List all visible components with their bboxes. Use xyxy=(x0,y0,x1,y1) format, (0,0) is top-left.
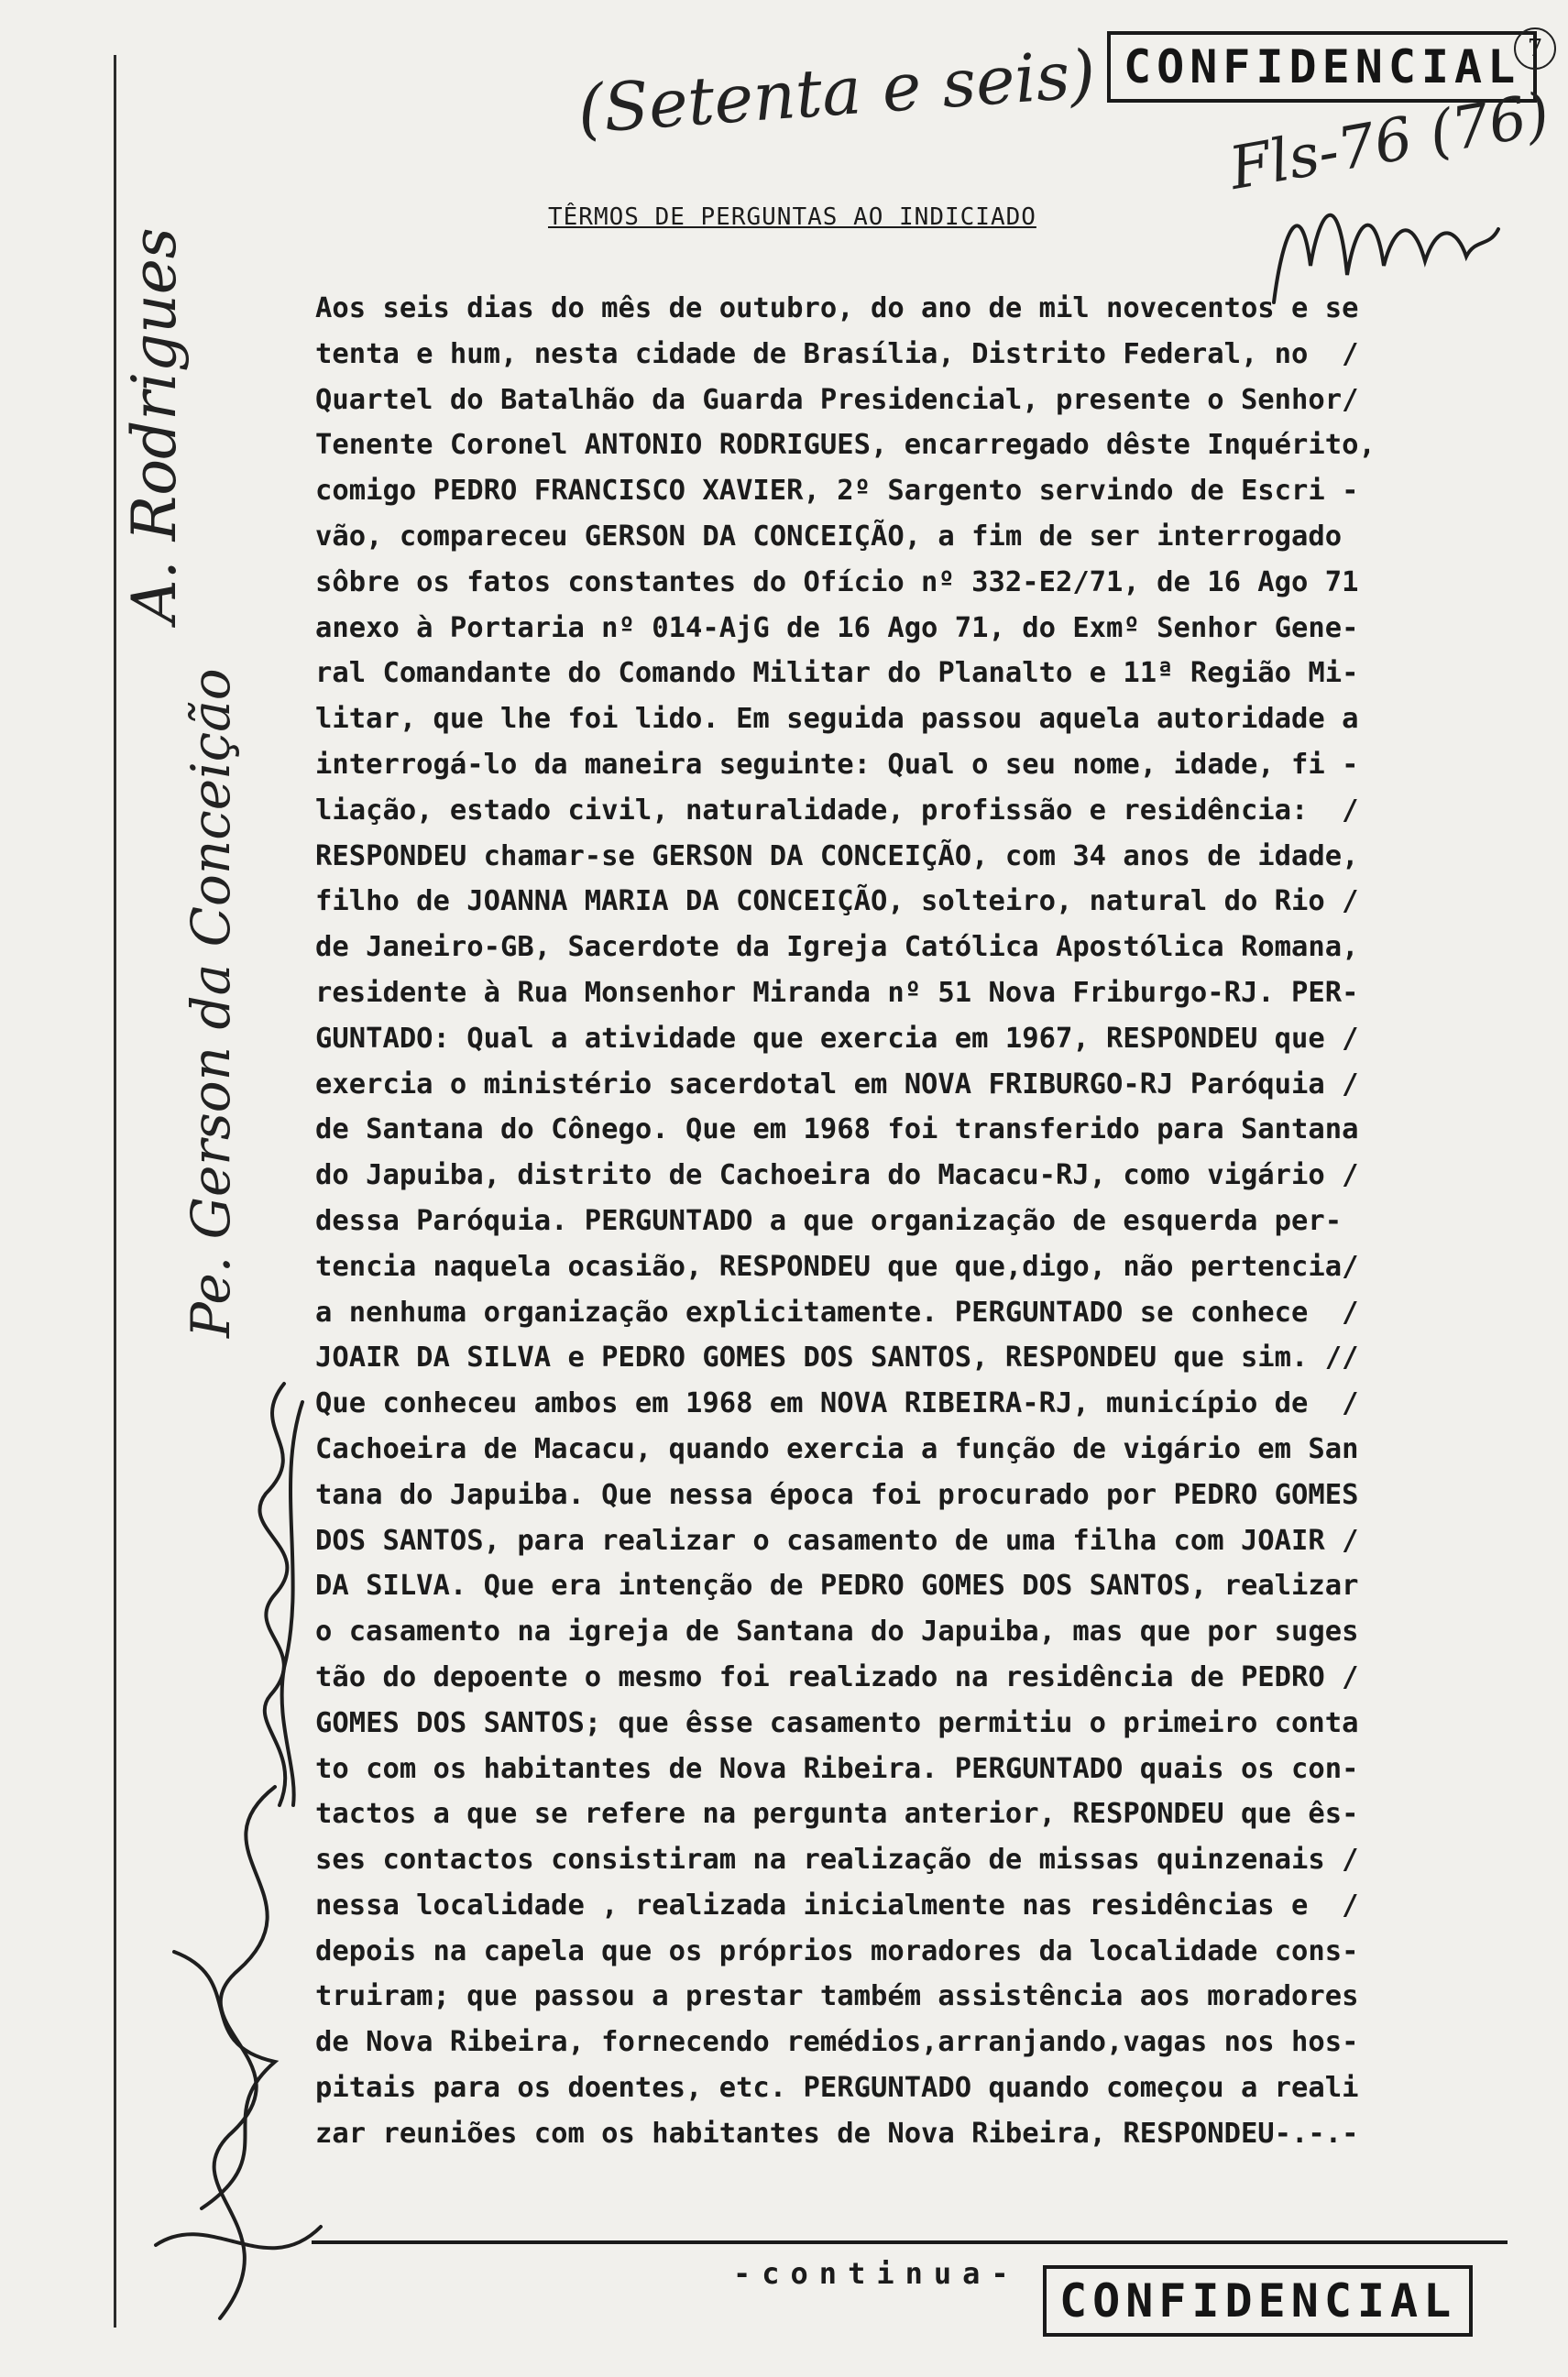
body-line: RESPONDEU chamar-se GERSON DA CONCEIÇÃO, com 34 anos de idade, xyxy=(315,839,1359,872)
closing-rule xyxy=(312,2240,1508,2244)
handwritten-page-count: (Setenta e seis) xyxy=(575,35,1099,148)
body-line: DA SILVA. Que era intenção de PEDRO GOMES DOS SANTOS, realizar xyxy=(315,1570,1359,1603)
body-line: exercia o ministério sacerdotal em NOVA FRIBURGO-RJ Paróquia / xyxy=(315,1068,1359,1101)
margin-note-upper: A. Rodrigues xyxy=(119,227,190,623)
body-line: Quartel do Batalhão da Guarda Presidencial, presente o Senhor/ xyxy=(315,383,1359,416)
body-line: de Janeiro-GB, Sacerdote da Igreja Católica Apostólica Romana, xyxy=(315,931,1359,964)
body-line: GOMES DOS SANTOS; que êsse casamento permitiu o primeiro conta xyxy=(315,1706,1359,1739)
body-line: anexo à Portaria nº 014-AjG de 16 Ago 71, do Exmº Senhor Gene- xyxy=(315,611,1359,644)
body-line: liação, estado civil, naturalidade, profissão e residência: / xyxy=(315,794,1359,827)
body-line: tencia naquela ocasião, RESPONDEU que que,digo, não pertencia/ xyxy=(315,1250,1359,1283)
body-line: depois na capela que os próprios moradores da localidade cons- xyxy=(315,1934,1359,1967)
continua-marker: -continua- xyxy=(733,2256,1020,2291)
handwritten-folio-ref: Fls-76 (76) xyxy=(1224,80,1555,204)
body-line: ses contactos consistiram na realização de missas quinzenais / xyxy=(315,1844,1359,1877)
body-line: Que conheceu ambos em 1968 em NOVA RIBEIRA-RJ, município de / xyxy=(315,1387,1359,1420)
confidential-stamp-top: CONFIDENCIAL xyxy=(1107,31,1537,103)
body-line: ral Comandante do Comando Militar do Planalto e 11ª Região Mi- xyxy=(315,657,1359,690)
body-line: vão, compareceu GERSON DA CONCEIÇÃO, a fim de ser interrogado xyxy=(315,520,1343,553)
body-line: tão do depoente o mesmo foi realizado na residência de PEDRO / xyxy=(315,1660,1359,1693)
document-title: TÊRMOS DE PERGUNTAS AO INDICIADO xyxy=(548,203,1036,231)
body-line: de Nova Ribeira, fornecendo remédios,arranjando,vagas nos hos- xyxy=(315,2026,1359,2059)
margin-rule xyxy=(114,55,116,2328)
body-line: sôbre os fatos constantes do Ofício nº 332-E2/71, de 16 Ago 71 xyxy=(315,565,1359,598)
body-line: pitais para os doentes, etc. PERGUNTADO quando começou a reali xyxy=(315,2072,1359,2105)
body-line: dessa Paróquia. PERGUNTADO a que organização de esquerda per- xyxy=(315,1204,1343,1237)
body-line: de Santana do Cônego. Que em 1968 foi transferido para Santana xyxy=(315,1113,1359,1146)
body-line: filho de JOANNA MARIA DA CONCEIÇÃO, solteiro, natural do Rio / xyxy=(315,885,1359,918)
body-line: DOS SANTOS, para realizar o casamento de uma filha com JOAIR / xyxy=(315,1524,1359,1557)
body-line: tactos a que se refere na pergunta anterior, RESPONDEU que ês- xyxy=(315,1798,1359,1831)
margin-note-lower: Pe. Gerson da Conceição xyxy=(180,668,242,1338)
body-line: do Japuiba, distrito de Cachoeira do Macacu-RJ, como vigário / xyxy=(315,1159,1359,1192)
body-line: zar reuniões com os habitantes de Nova Ribeira, RESPONDEU-.-.- xyxy=(315,2117,1359,2150)
body-line: Tenente Coronel ANTONIO RODRIGUES, encarregado dêste Inquérito, xyxy=(315,429,1376,462)
body-line: residente à Rua Monsenhor Miranda nº 51 Nova Friburgo-RJ. PER- xyxy=(315,976,1359,1009)
body-line: Aos seis dias do mês de outubro, do ano de mil novecentos e se xyxy=(315,292,1359,324)
confidential-stamp-bottom: CONFIDENCIAL xyxy=(1043,2265,1473,2337)
body-line: Cachoeira de Macacu, quando exercia a função de vigário em San xyxy=(315,1432,1359,1465)
body-line: truiram; que passou a prestar também assistência aos moradores xyxy=(315,1980,1359,2013)
body-line: tana do Japuiba. Que nessa época foi procurado por PEDRO GOMES xyxy=(315,1478,1359,1511)
body-line: to com os habitantes de Nova Ribeira. PERGUNTADO quais os con- xyxy=(315,1752,1359,1785)
body-line: nessa localidade , realizada inicialmente nas residências e / xyxy=(315,1889,1359,1922)
page-number-circle: 7 xyxy=(1514,27,1556,70)
body-line: o casamento na igreja de Santana do Japuiba, mas que por suges xyxy=(315,1616,1359,1649)
body-line: litar, que lhe foi lido. Em seguida passou aquela autoridade a xyxy=(315,703,1359,736)
body-line: interrogá-lo da maneira seguinte: Qual o seu nome, idade, fi - xyxy=(315,748,1359,781)
body-line: JOAIR DA SILVA e PEDRO GOMES DOS SANTOS, RESPONDEU que sim. // xyxy=(315,1342,1359,1375)
signature-lower-left-2 xyxy=(137,1769,339,2337)
body-line: GUNTADO: Qual a atividade que exercia em 1967, RESPONDEU que / xyxy=(315,1022,1359,1055)
deposition-body xyxy=(315,286,1507,2157)
body-line: tenta e hum, nesta cidade de Brasília, Distrito Federal, no / xyxy=(315,337,1359,370)
body-line: comigo PEDRO FRANCISCO XAVIER, 2º Sargento servindo de Escri - xyxy=(315,475,1359,508)
body-line: a nenhuma organização explicitamente. PERGUNTADO se conhece / xyxy=(315,1296,1359,1329)
